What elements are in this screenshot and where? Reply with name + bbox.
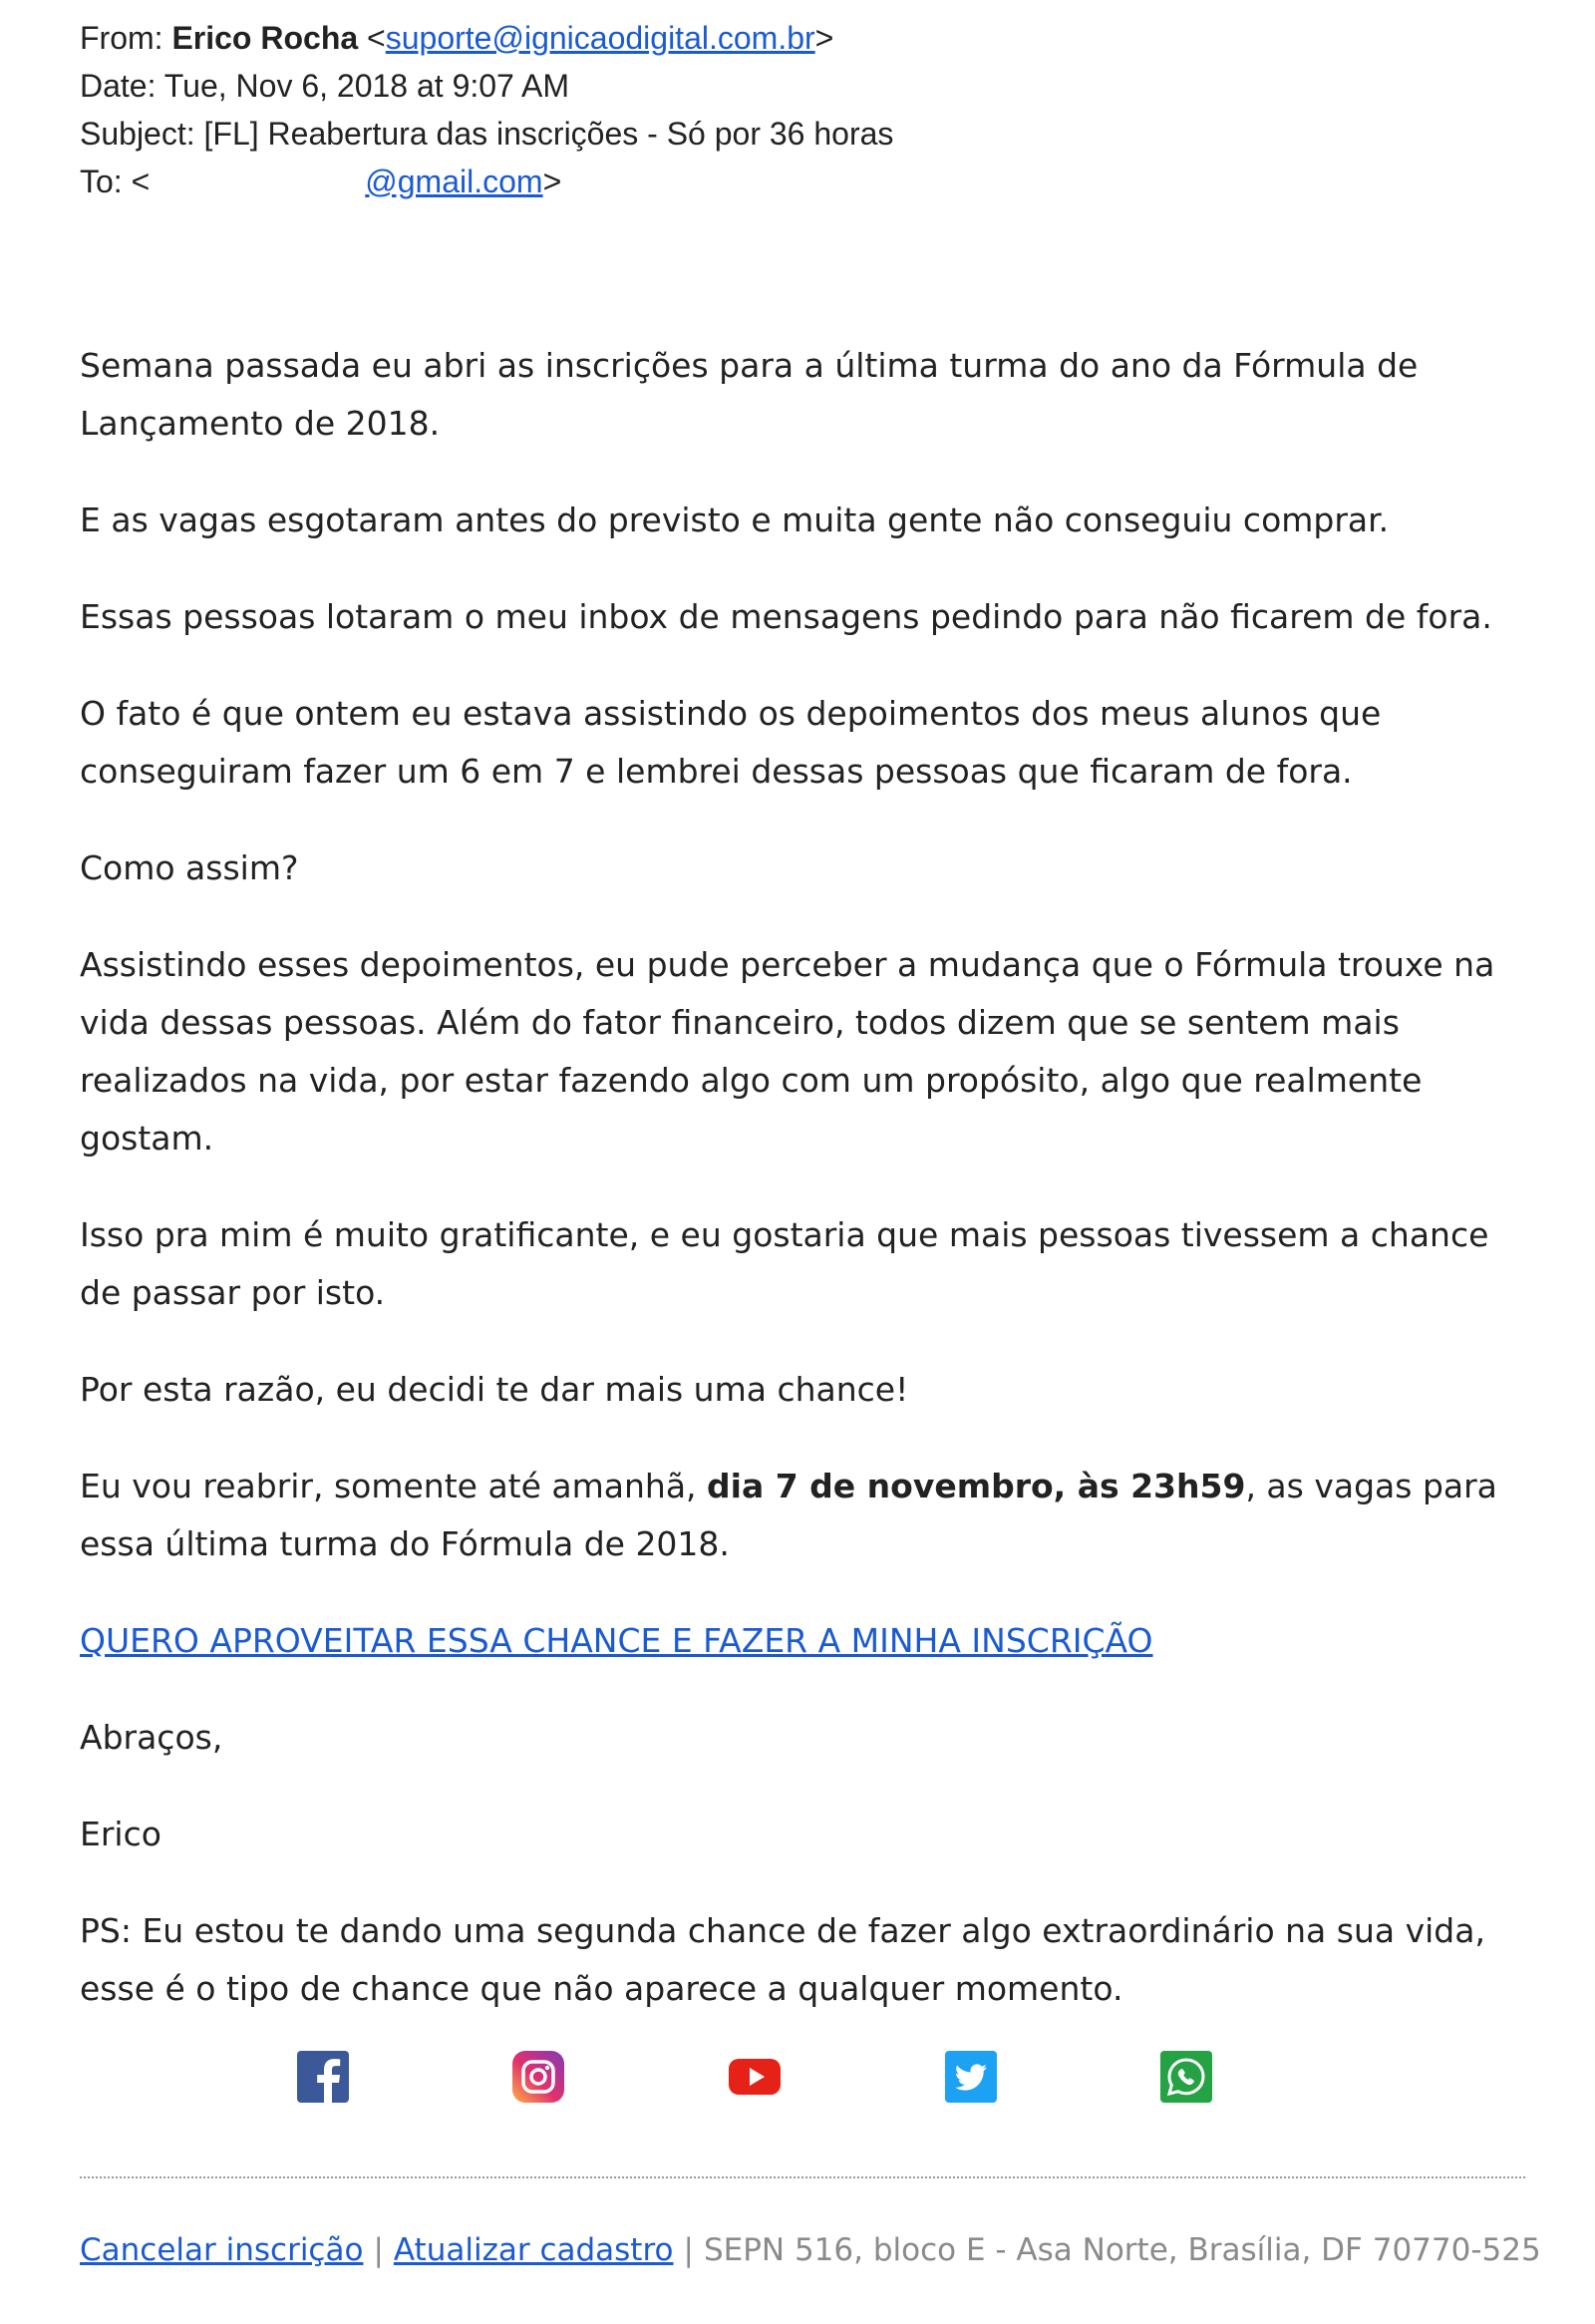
footer-address: SEPN 516, bloco E - Asa Norte, Brasília, DF 70770-525 bbox=[703, 2232, 1541, 2268]
from-row bbox=[80, 14, 893, 62]
gt: > bbox=[814, 20, 834, 56]
paragraph: Isso pra mim é muito gratificante, e eu gostaria que mais pessoas tivessem a chance de passar por isto. bbox=[80, 1215, 1489, 1312]
subject-value: [FL] Reabertura das inscrições - Só por 36 horas bbox=[203, 116, 894, 152]
paragraph: Assistindo esses depoimentos, eu pude perceber a mudança que o Fórmula trouxe na vida dessas pessoas. Além do fator financeiro, todos dizem que se sentem mais realizados na vida, por estar fazendo algo com um propósito, algo que realmente gostam. bbox=[80, 945, 1495, 1158]
from-label: From: bbox=[80, 20, 163, 56]
youtube-icon[interactable] bbox=[727, 2049, 783, 2105]
facebook-icon[interactable] bbox=[295, 2049, 351, 2105]
deadline-paragraph bbox=[80, 1458, 1535, 1573]
closing: Abraços, bbox=[80, 1718, 223, 1757]
paragraph: E as vagas esgotaram antes do previsto e muita gente não conseguiu comprar. bbox=[80, 500, 1390, 539]
deadline-text-pre: Eu vou reabrir, somente até amanhã, bbox=[80, 1467, 708, 1505]
instagram-icon[interactable] bbox=[510, 2049, 566, 2105]
gt: > bbox=[542, 164, 562, 199]
footer-separator: | bbox=[373, 2232, 384, 2268]
footer bbox=[80, 2226, 1541, 2274]
paragraph: Essas pessoas lotaram o meu inbox de mensagens pedindo para não ficarem de fora. bbox=[80, 597, 1492, 636]
whatsapp-icon[interactable] bbox=[1158, 2049, 1214, 2105]
date-row bbox=[80, 62, 893, 110]
date-value: Tue, Nov 6, 2018 at 9:07 AM bbox=[163, 68, 569, 104]
signature: Erico bbox=[80, 1815, 161, 1853]
lt: < bbox=[367, 20, 386, 56]
deadline-text-post: , as vagas para essa última turma do Fórmula de 2018. bbox=[80, 1467, 1497, 1563]
email-header bbox=[80, 14, 893, 205]
paragraph: O fato é que ontem eu estava assistindo os depoimentos dos meus alunos que conseguiram fazer um 6 em 7 e lembrei dessas pessoas que ficaram de fora. bbox=[80, 694, 1382, 791]
footer-divider bbox=[80, 2176, 1525, 2178]
to-label: To: bbox=[80, 164, 123, 199]
unsubscribe-link[interactable]: Cancelar inscrição bbox=[80, 2232, 364, 2268]
sender-email-link[interactable]: suporte@ignicaodigital.com.br bbox=[385, 20, 815, 56]
cta-paragraph bbox=[80, 1612, 1535, 1670]
postscript: PS: Eu estou te dando uma segunda chance de fazer algo extraordinário na sua vida, esse é o tipo de chance que não aparece a qualquer momento. bbox=[80, 1911, 1485, 2008]
subject-row bbox=[80, 110, 893, 158]
paragraph: Semana passada eu abri as inscrições para a última turma do ano da Fórmula de Lançamento de 2018. bbox=[80, 346, 1419, 443]
recipient-email-link[interactable]: @gmail.com bbox=[365, 164, 543, 199]
lt: < bbox=[131, 164, 151, 199]
footer-separator: | bbox=[683, 2232, 694, 2268]
twitter-icon[interactable] bbox=[943, 2049, 999, 2105]
update-profile-link[interactable]: Atualizar cadastro bbox=[393, 2232, 674, 2268]
email-body bbox=[80, 337, 1535, 2057]
to-row bbox=[80, 158, 893, 205]
social-links bbox=[0, 2049, 1595, 2109]
deadline-bold: dia 7 de novembro, às 23h59 bbox=[707, 1467, 1246, 1505]
paragraph: Por esta razão, eu decidi te dar mais uma chance! bbox=[80, 1370, 909, 1409]
signup-cta-link[interactable]: QUERO APROVEITAR ESSA CHANCE E FAZER A MINHA INSCRIÇÃO bbox=[80, 1621, 1153, 1660]
date-label: Date: bbox=[80, 68, 157, 104]
paragraph: Como assim? bbox=[80, 848, 299, 887]
sender-name: Erico Rocha bbox=[171, 20, 359, 56]
subject-label: Subject: bbox=[80, 116, 195, 152]
